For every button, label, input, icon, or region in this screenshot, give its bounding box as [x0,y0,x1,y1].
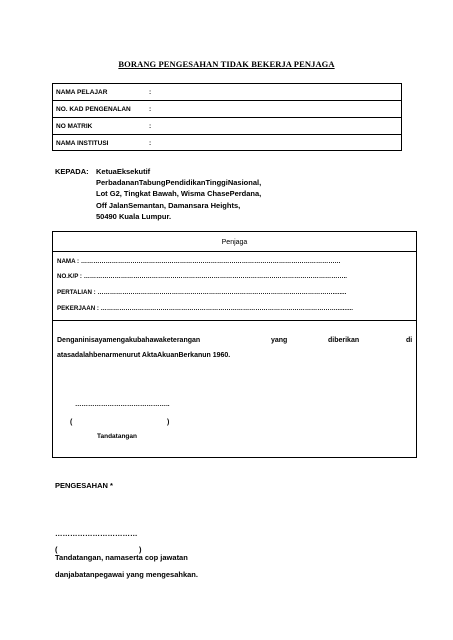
kepada-label: KEPADA: [55,167,89,176]
pengesahan-label: PENGESAHAN * [55,481,113,490]
institution-colon: : [149,140,152,147]
officer-paren-open: ( [55,545,58,554]
address-line: 50490 Kuala Lumpur. [96,211,172,221]
guardian-occupation-field: PEKERJAAN : …………………………………………………………………………………………………….......... [57,305,353,312]
guardian-section [52,231,417,458]
matric-number-row [53,118,401,135]
ic-number-label: NO. KAD PENGENALAN [56,106,131,113]
student-name-colon: : [149,89,152,96]
guardian-name-field: NAMA : ……………………………………………………………………………………………………………… [57,258,341,265]
declaration-text: diberikan [328,337,360,344]
address-line: KetuaEksekutif [96,167,151,176]
address-line: Off JalanSemantan, Damansara Heights, [96,200,241,210]
institution-row [53,135,401,152]
signature-label: Tandatangan [97,433,137,440]
declaration-text: di [406,337,413,344]
officer-instruction-line: Tandatangan, namaserta cop jawatan [55,553,188,562]
recipient-address [96,166,261,222]
ic-number-row [53,101,401,118]
guardian-section-title: Penjaga [221,239,248,246]
declaration-text: yang [271,337,288,344]
student-info-table [52,83,402,151]
ic-number-colon: : [149,106,152,113]
matric-number-label: NO MATRIK [56,123,93,130]
guardian-ic-field: NO.K/P : ……………………………………………………………………………………………………………….. [57,273,348,280]
declaration-text: atasadalahbenarmenurut AktaAkuanBerkanun 1960. [57,352,231,359]
address-line: Lot G2, Tingkat Bawah, Wisma ChasePerdana, [96,189,262,199]
student-name-row [53,84,401,101]
officer-signature-line: …………………………… [55,529,138,538]
form-title: BORANG PENGESAHAN TIDAK BEKERJA PENJAGA [118,59,335,69]
officer-instruction-line: danjabatanpegawai yang mengesahkan. [55,570,198,579]
address-line: PerbadananTabungPendidikanTinggiNasional, [96,178,262,188]
guardian-relation-field: PERTALIAN : ……………………………………………………………………………………………………........ [57,289,347,296]
signature-paren-close: ) [167,419,170,426]
section-divider [53,320,416,321]
signature-line: …………………………………….. [75,401,170,408]
section-divider [53,251,416,252]
signature-paren-open: ( [70,419,73,426]
institution-label: NAMA INSTITUSI [56,140,109,147]
officer-paren-close: ) [139,545,142,554]
matric-number-colon: : [149,123,152,130]
student-name-label: NAMA PELAJAR [56,89,108,96]
declaration-text: Denganinisayamengakubahawaketerangan [57,337,201,344]
